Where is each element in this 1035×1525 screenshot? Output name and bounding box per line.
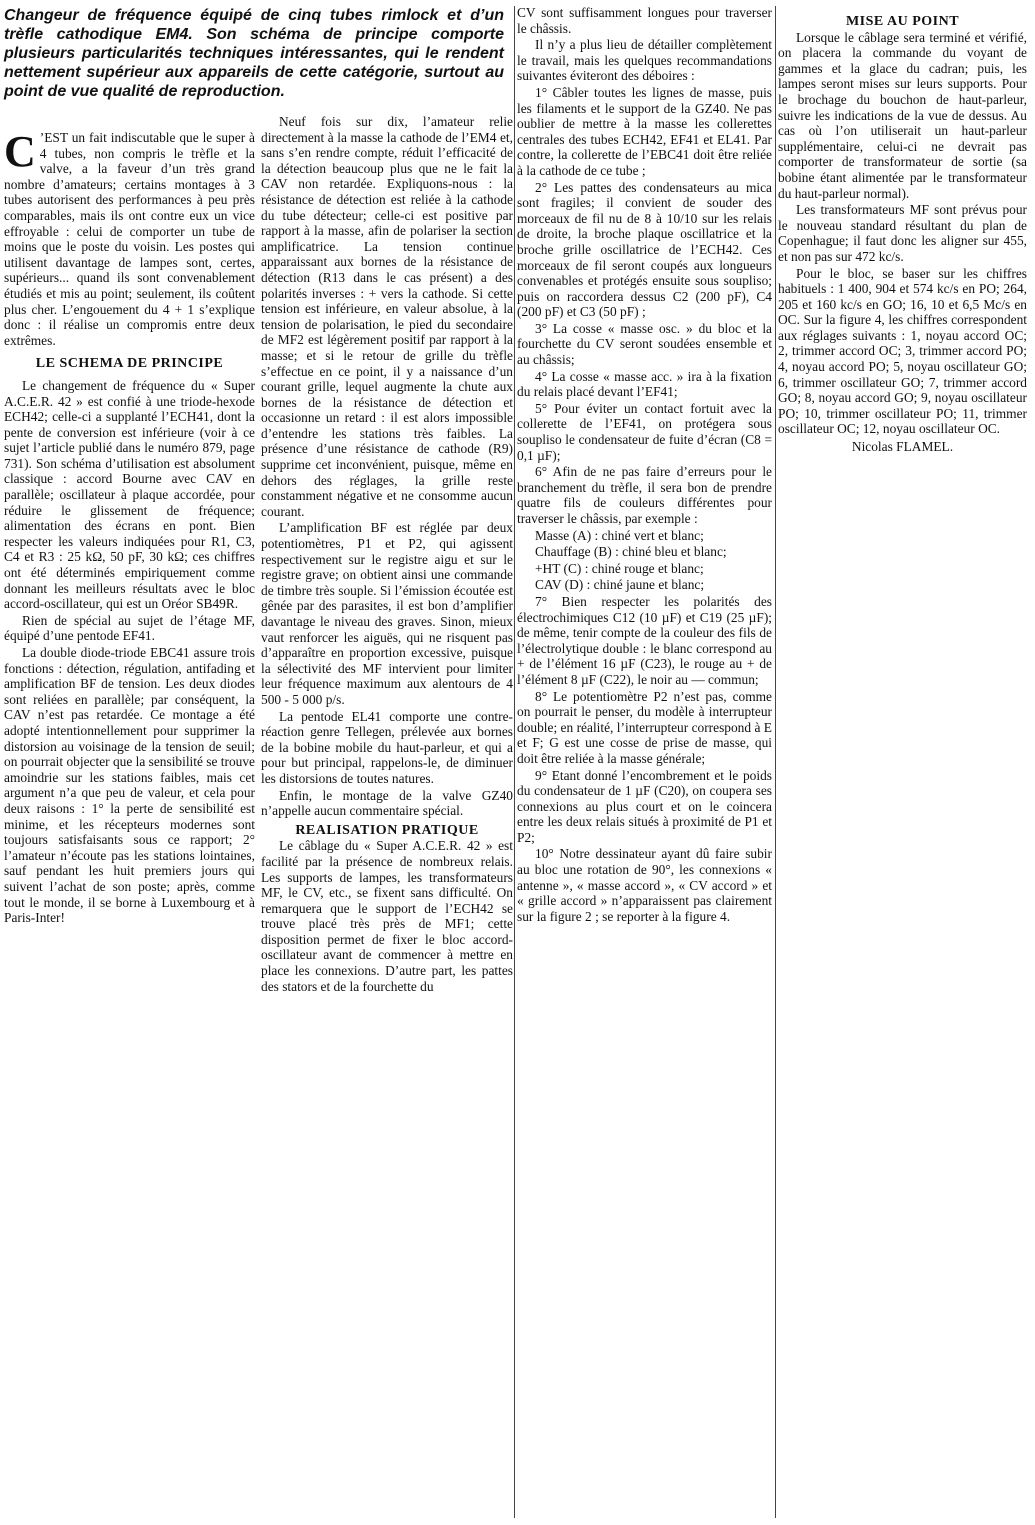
list-item: 2° Les pattes des condensateurs au mica sont fragiles; il convient de souder des morceaux de fil nu de 8 à 10/10 sur les relais de droite, la broche plaque oscillatrice et la broche grille oscillatrice de l’ECH42. Ces morceaux de fil seront coupés aux longueurs convenables et protégés ensuite sous soupliso; puis on raccordera dessus C2 (200 pF), C4 (200 pF) et C3 (50 pF) ; [517,179,772,320]
column-4 [778,14,1027,456]
list-item: 5° Pour éviter un contact fortuit avec la collerette de l’EF41, on protégera sous soupliso le condensateur de fuite d’écran (C8 = 0,1 µF); [517,400,772,463]
list-item: 9° Etant donné l’encombrement et le poids du condensateur de 1 µF (C20), on coupera ses connexions au plus court et on le coincera entre les deux relais situés à proximité de P1 et P2; [517,767,772,845]
list-item: 7° Bien respecter les polarités des électrochimiques C12 (10 µF) et C19 (25 µF); de même, tenir compte de la couleur des fils de l’électrolytique double : le blanc correspond au + de l’élément 16 µF (C23), le rouge au + de l’élément 8 µF (C22), le noir au — commun; [517,593,772,687]
section-heading: REALISATION PRATIQUE [295,822,479,838]
list-item: CAV (D) : chiné jaune et blanc; [535,577,705,593]
paragraph: Neuf fois sur dix, l’amateur relie directement à la masse la cathode de l’EM4 et, sans s’en rendre compte, réduit l’efficacité de la détection beaucoup plus que ne le fait la CAV non retardée. Expliquons-nous : la résistance de détection est reliée à la cathode du tube détecteur; celle-ci est positive par rapport à la masse, afin de polariser la section amplificatrice. La tension continue apparaissant aux bornes de la résistance de détection (R13 dans le cas présent) a des polarités inverses : + vers la cathode. Si cette tension est inférieure, en valeur absolue, à la tension de polarisation, le pied du secondaire de MF2 est légèrement positif par rapport à la masse; et si le retour de grille du trèfle s’effectue en ce point, il y a naissance d’un courant grille, lequel augmente la chute aux bornes de la résistance de détection et occasionne un retard : il est alors impossible d’entendre les stations très faibles. La présence d’une résistance de cathode (R9) supprime cet inconvénient, puisque, même en dehors des réglages, la grille reste constamment négative et ne consomme aucun courant. [261,114,513,519]
list-item: 1° Câbler toutes les lignes de masse, puis les filaments et le support de la GZ40. Ne pas oublier de mettre à la masse les collerettes centrales des tubes ECH42, EF41 et EL41. Par contre, la collerette de l’EBC41 doit être reliée à la cathode de ce tube ; [517,84,772,178]
author-signature: Nicolas FLAMEL. [851,439,954,455]
paragraph: CV sont suffisamment longues pour traverser le châssis. [517,5,772,36]
list-item: 3° La cosse « masse osc. » du bloc et la fourchette du CV seront soudées ensemble et au châssis; [517,320,772,368]
column-rule [775,6,776,1518]
paragraph: Les transformateurs MF sont prévus pour le nouveau standard résultant du plan de Copenhague; il faut donc les aligner sur 455, et non pas sur 472 kc/s. [778,202,1027,264]
list-item: 4° La cosse « masse acc. » ira à la fixation du relais placé devant l’EF41; [517,368,772,400]
paragraph: Lorsque le câblage sera terminé et vérifié, on placera la commande du voyant de gammes et la glace du cadran; puis, les lampes seront mises sur leurs supports. Pour le brochage du bouchon de haut-parleur, suivre les indications de la vue de dessus. Au cas où l’on utiliserait un haut-parleur supplémentaire, celui-ci ne devrait pas comporter de transformateur de sortie (sa bobine étant alimentée par le transformateur du haut-parleur normal). [778,29,1027,201]
paragraph: Il n’y a plus lieu de détailler complètement le travail, mais les quelques recommandations suivantes éviteront des déboires : [517,37,772,84]
article-intro: Changeur de fréquence équipé de cinq tubes rimlock et d’un trèfle cathodique EM4. Son schéma de principe comporte plusieurs particularités techniques intéressantes, qui le rendent nettement supérieur aux appareils de cette catégorie, surtout au point de vue qualité de reproduction. [4,7,504,100]
paragraph: Enfin, le montage de la valve GZ40 n’appelle aucun commentaire spécial. [261,787,513,819]
list-item: 8° Le potentiomètre P2 n’est pas, comme on pourrait le penser, du modèle à interrupteur double; en réalité, l’interrupteur correspond à E et F; G est une cosse de prise de masse, qui doit être reliée à la masse générale; [517,688,772,766]
column-3 [517,5,772,925]
paragraph: La pentode EL41 comporte une contre-réaction genre Tellegen, prélevée aux bornes de la bobine mobile du haut-parleur, et qui a pour but principal, rappelons-le, de diminuer les distorsions de toutes natures. [261,708,513,786]
list-item: 6° Afin de ne pas faire d’erreurs pour le branchement du trèfle, il sera bon de prendre quatre fils de couleurs différentes pour traverser le châssis, par exemple : [517,464,772,526]
paragraph: Le changement de fréquence du « Super A.C.E.R. 42 » est confié à une triode-hexode ECH42; celle-ci a supplanté l’ECH41, dont la pente de conversion est inférieure (voir à ce sujet l’article publié dans le numéro 879, page 731). Son schéma d’utilisation est absolument classique : accord Bourne avec CAV en parallèle; oscillateur à plaque accordée, pour réduire le glissement de fréquence; alimentation des écrans en pont. Bien respecter les valeurs indiquées pour R1, C3, C4 et R3 : 25 kΩ, 50 pF, 30 kΩ; ces chiffres ont été déterminés empiriquement comme donnant les meilleurs résultats avec le bloc accord-oscillateur, qui est un Oréor SB49R. [4,377,255,612]
column-2 [261,114,513,995]
paragraph: Le câblage du « Super A.C.E.R. 42 » est facilité par la présence de nombreux relais. Les supports de lampes, les transformateurs MF, le CV, etc., se fixent sans difficulté. On remarquera que le support de l’ECH42 se trouve placé très près de MF1; cette disposition permet de fixer le bloc accord-oscillateur avant de commencer à mettre en place les connexions. D’autre part, les pattes des stators et de la fourchette du [261,838,513,994]
paragraph: Rien de spécial au sujet de l’étage MF, équipé d’une pentode EF41. [4,612,255,644]
section-heading: MISE AU POINT [845,14,960,29]
paragraph: ’EST un fait indiscutable que le super à 4 tubes, non compris le trèfle et la valve, a la faveur d’un très grand nombre d’amateurs; certains montages à 3 tubes autorisent des performances à peu près comparables, mais ils ont contre eux un vice effroyable : celui de comporter un tube de moins que le poste du voisin. Les postes qui utilisent davantage de lampes sont, certes, supérieurs... quand ils sont convenablement étudiés et mis au point; seulement, ils coûtent plus cher. L’engouement du 4 + 1 s’explique donc : il réalise un compromis entre deux extrêmes. [4,130,255,348]
list-item: Chauffage (B) : chiné bleu et blanc; [535,544,727,560]
list-item: Masse (A) : chiné vert et blanc; [535,527,704,543]
paragraph: La double diode-triode EBC41 assure trois fonctions : détection, régulation, antifading et amplification BF de tension. Les deux diodes sont reliées en parallèle; par conséquent, la CAV n’est pas retardée. Ce montage a été adopté intentionnellement pour supprimer la distorsion au voisinage de la tension de seuil; on pourrait objecter que la sensibilité se trouve amoindrie sur les stations faibles, mais cet argument n’a que peu de valeur, et cela pour deux raisons : 1° la perte de sensibilité est minime, et les récepteurs modernes sont toujours satisfaisants sous ce rapport; 2° l’amateur n’écoute pas les stations lointaines, sauf pendant les huit premiers jours qui suivent l’achat de son poste; après, comme tout le monde, il se borne à Luxembourg et à Paris-Inter! [4,645,255,926]
list-item: 10° Notre dessinateur ayant dû faire subir au bloc une rotation de 90°, les connexions « antenne », « masse accord », « CV accord » et « grille accord » n’apparaissent pas clairement sur la figure 2 ; se reporter à la figure 4. [517,846,772,924]
drop-cap: C [4,127,36,176]
paragraph: Pour le bloc, se baser sur les chiffres habituels : 1 400, 904 et 574 kc/s en PO; 264, 205 et 160 kc/s en GO; 16, 10 et 6,5 Mc/s en OC. Sur la figure 4, les chiffres correspondent aux réglages suivants : 1, noyau accord OC; 2, trimmer accord OC; 3, trimmer accord PO; 4, noyau accord PO; 5, noyau oscillateur GO; 6, trimmer oscillateur GO; 7, trimmer accord GO; 8, noyau accord GO; 9, noyau oscillateur PO; 10, trimmer oscillateur PO; 11, trimmer oscillateur OC; 12, noyau oscillateur OC. [778,265,1027,437]
paragraph: L’amplification BF est réglée par deux potentiomètres, P1 et P2, qui agissent respectivement sur le registre aigu et sur le registre grave; on obtient ainsi une commande de timbre très souple. Si l’émission écoutée est gênée par des parasites, il est bon d’amplifier davantage le niveau des graves. Sinon, mieux vaut renforcer les aiguës, qui ne risquent pas d’apparaître en proportion excessive, puisque la sélectivité des MF intervient pour limiter leur fréquence maximum aux alentours de 4 500 - 5 000 p/s. [261,520,513,707]
section-heading: LE SCHEMA DE PRINCIPE [35,356,224,372]
list-item: +HT (C) : chiné rouge et blanc; [535,560,704,576]
column-rule [514,6,515,1518]
column-1 [4,127,255,927]
